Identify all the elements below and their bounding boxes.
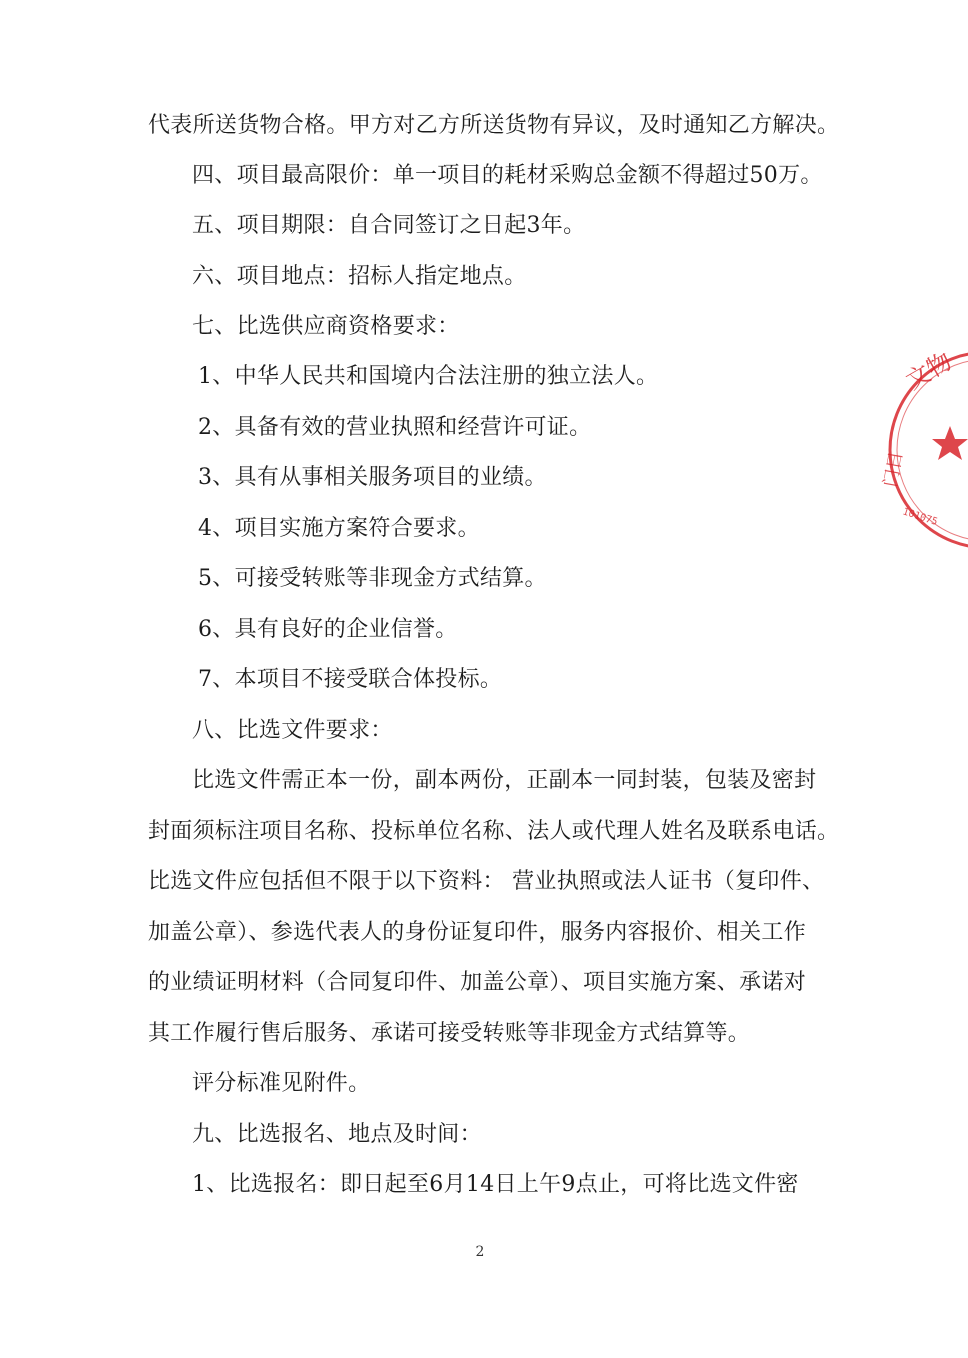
text-line: 五、项目期限：自合同签订之日起3年。 [192, 213, 586, 238]
text-line: 比选文件需正本一份，副本两份，正副本一同封装，包装及密封 [192, 768, 817, 793]
star-icon [932, 426, 968, 460]
text-line: 1、比选报名：即日起至6月14日上午9点止，可将比选文件密 [192, 1172, 799, 1197]
text-line: 比选文件应包括但不限于以下资料： 营业执照或法人证书（复印件、 [148, 869, 825, 894]
list-item: 7、本项目不接受联合体投标。 [198, 667, 503, 692]
seal-number: 101075 [901, 506, 939, 529]
list-item: 5、可接受转账等非现金方式结算。 [198, 566, 547, 591]
official-seal-stamp [880, 338, 968, 558]
list-item: 4、项目实施方案符合要求。 [198, 516, 480, 541]
text-line: 加盖公章）、参选代表人的身份证复印件，服务内容报价、相关工作 [148, 920, 807, 945]
seal-text: 文物 [901, 346, 957, 396]
list-item: 3、具有从事相关服务项目的业绩。 [198, 465, 547, 490]
section-heading: 七、比选供应商资格要求： [192, 314, 460, 339]
text-line: 代表所送货物合格。甲方对乙方所送货物有异议，及时通知乙方解决。 [148, 113, 840, 138]
page-number: 2 [475, 1244, 485, 1260]
text-line: 封面须标注项目名称、投标单位名称、法人或代理人姓名及联系电话。 [148, 819, 840, 844]
list-item: 1、中华人民共和国境内合法注册的独立法人。 [198, 364, 659, 389]
svg-text:门日: 门日 [880, 449, 908, 489]
text-line: 六、项目地点：招标人指定地点。 [192, 264, 527, 289]
section-heading: 九、比选报名、地点及时间： [192, 1122, 482, 1147]
text-line: 评分标准见附件。 [192, 1071, 371, 1096]
section-heading: 八、比选文件要求： [192, 718, 393, 743]
list-item: 6、具有良好的企业信誉。 [198, 617, 458, 642]
list-item: 2、具备有效的营业执照和经营许可证。 [198, 415, 592, 440]
text-line: 其工作履行售后服务、承诺可接受转账等非现金方式结算等。 [148, 1021, 751, 1046]
text-line: 的业绩证明材料（合同复印件、加盖公章）、项目实施方案、承诺对 [148, 970, 807, 995]
text-line: 四、项目最高限价：单一项目的耗材采购总金额不得超过50万。 [192, 163, 823, 188]
